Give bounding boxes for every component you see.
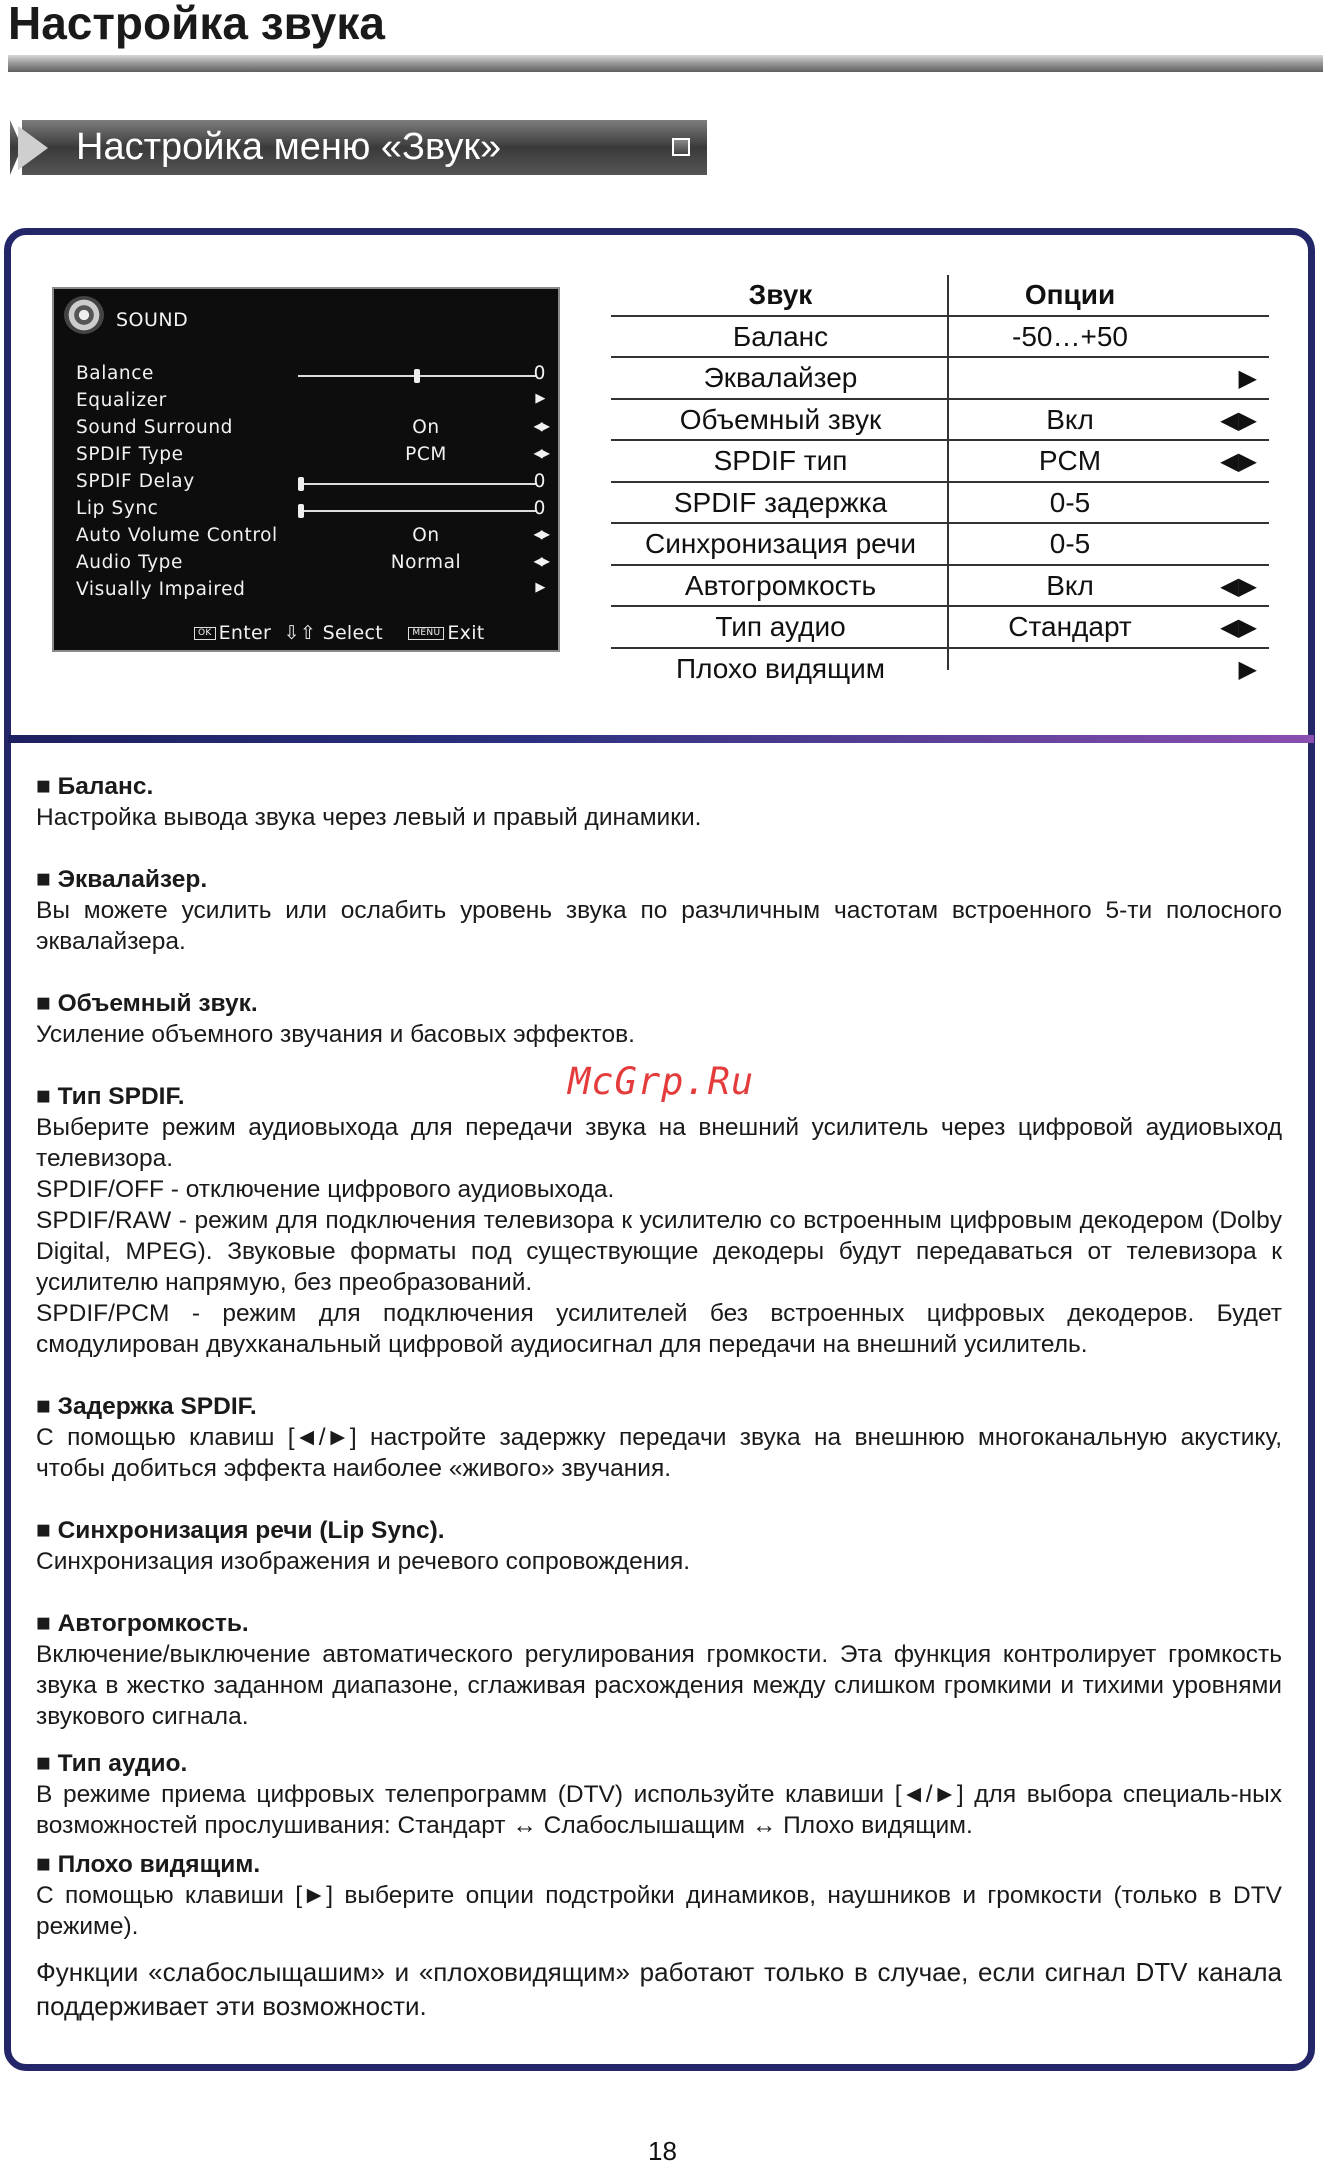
table-row [611, 524, 1269, 566]
balance-slider[interactable] [298, 375, 536, 377]
section-text: Вы можете усилить или ослабить уровень звука по разчличным частотам встроенного 5-ти полосного эквалайзера. [36, 897, 1282, 955]
osd-item-value: PCM [405, 444, 447, 465]
section-surround [36, 988, 1282, 1050]
square-icon [672, 138, 690, 156]
table-row [611, 607, 1269, 649]
section-note [36, 1955, 1282, 2023]
section-audio-type [36, 1748, 1282, 1841]
osd-item-label: SPDIF Type [76, 444, 184, 465]
row-name: Автогромкость [684, 569, 877, 601]
speaker-icon [64, 296, 104, 334]
row-option: Вкл [1046, 403, 1094, 435]
section-text: Усиление объемного звучания и басовых эффектов. [36, 1021, 635, 1048]
slider-knob[interactable] [298, 477, 304, 491]
section-text: С помощью клавиш [◄/►] настройте задержку передачи звука на внешнюю многоканальную акустику, чтобы добиться эффекта наиболее «живого» звучания. [36, 1424, 1282, 1482]
spdif-delay-slider[interactable] [298, 483, 536, 485]
section-text: SPDIF/OFF - отключение цифрового аудиовыхода. [36, 1176, 615, 1203]
section-spdif-type [36, 1081, 1282, 1360]
row-option: PCM [1038, 445, 1102, 476]
section-text: Настройка вывода звука через левый и правый динамики. [36, 804, 702, 831]
section-text: В режиме приема цифровых телепрограмм (DTV) используйте клавиши [◄/►] для выбора специаль-ных возможностей прослушивания: Стандарт ↔ Слабослышащим ↔ Плохо видящим. [36, 1781, 1282, 1839]
osd-item-value: On [412, 417, 440, 438]
section-visually-impaired [36, 1849, 1282, 1942]
arrow-left-right-icon: ◀▶ [533, 554, 548, 568]
section-heading: ■ Баланс. [36, 773, 154, 800]
osd-item-auto-volume[interactable] [76, 525, 556, 552]
row-name: Объемный звук [679, 403, 882, 435]
section-title: Настройка меню «Звук» [76, 126, 502, 168]
row-name: SPDIF задержка [673, 486, 888, 518]
section-text: С помощью клавиши [►] выберите опции подстройки динамиков, наушников и громкости (только в DTV режиме). [36, 1882, 1282, 1940]
section-balance [36, 771, 1282, 833]
table-row [611, 649, 1269, 689]
section-heading: ■ Плохо видящим. [36, 1851, 261, 1878]
table-row [611, 566, 1269, 608]
osd-item-label: SPDIF Delay [76, 471, 195, 492]
osd-item-audio-type[interactable] [76, 552, 556, 579]
section-text: SPDIF/PCM - режим для подключения усилителей без встроенных цифровых декодеров. Будет смодулирован двухканальный цифровой аудиосигнал для передачи на внешний усилитель. [36, 1300, 1282, 1358]
osd-item-label: Auto Volume Control [76, 525, 278, 546]
osd-item-label: Visually Impaired [76, 579, 246, 600]
osd-item-number: 0 [533, 363, 546, 384]
table-row [611, 400, 1269, 442]
section-heading: ■ Автогромкость. [36, 1610, 249, 1637]
table-header [611, 275, 1269, 317]
section-text: Выберите режим аудиовыхода для передачи звука на внешний усилитель через цифровой аудиовыход телевизора. [36, 1114, 1282, 1172]
osd-item-visually-impaired[interactable] [76, 579, 556, 606]
section-equalizer [36, 864, 1282, 957]
section-heading: ■ Синхронизация речи (Lip Sync). [36, 1517, 445, 1544]
section-heading: ■ Тип SPDIF. [36, 1083, 185, 1110]
osd-item-label: Audio Type [76, 552, 183, 573]
osd-footer [194, 622, 485, 644]
row-name: SPDIF тип [713, 445, 848, 476]
osd-item-spdif-delay[interactable] [76, 471, 556, 498]
section-text: Синхронизация изображения и речевого сопровождения. [36, 1548, 691, 1575]
osd-item-number: 0 [533, 471, 546, 492]
row-arrow-icon: ◀▶ [1220, 448, 1257, 475]
row-arrow-icon: ▶ [1238, 365, 1257, 392]
arrow-right-icon: ▶ [535, 580, 546, 595]
section-heading: ■ Тип аудио. [36, 1750, 188, 1777]
table-row [611, 483, 1269, 525]
arrow-left-right-icon: ◀▶ [533, 527, 548, 541]
osd-item-balance[interactable] [76, 363, 556, 390]
row-name: Тип аудио [715, 611, 846, 642]
row-arrow-icon: ◀▶ [1220, 614, 1257, 641]
osd-item-label: Equalizer [76, 390, 167, 411]
slider-knob[interactable] [414, 369, 420, 383]
section-heading: ■ Объемный звук. [36, 990, 258, 1017]
section-lip-sync [36, 1515, 1282, 1577]
osd-item-label: Sound Surround [76, 417, 233, 438]
row-option: Вкл [1046, 569, 1094, 601]
osd-item-label: Balance [76, 363, 154, 384]
options-table [611, 275, 1269, 688]
sound-osd-menu [52, 287, 560, 652]
table-row [611, 358, 1269, 400]
up-down-arrows-icon: ⇩⇧ [283, 622, 317, 644]
row-name: Эквалайзер [703, 362, 858, 393]
section-heading: ■ Эквалайзер. [36, 866, 208, 893]
arrow-right-icon: ▶ [535, 391, 546, 406]
page-number: 18 [648, 2136, 677, 2166]
osd-item-label: Lip Sync [76, 498, 159, 519]
row-name: Баланс [732, 320, 829, 352]
arrow-left-right-icon: ◀▶ [533, 446, 548, 460]
lip-sync-slider[interactable] [298, 510, 536, 512]
page-title: Настройка звука [8, 0, 385, 49]
frame-divider [8, 735, 1314, 743]
row-option: -50…+50 [1012, 320, 1128, 352]
osd-item-spdif-type[interactable] [76, 444, 556, 471]
row-name: Синхронизация речи [644, 528, 917, 559]
osd-item-value: On [412, 525, 440, 546]
section-text: SPDIF/RAW - режим для подключения телевизора к усилителю со встроенным цифровым декодером (Dolby Digital, MPEG). Звуковые форматы под существующие декодеры будут передаваться от телевизора к усилителю напрямую, без преобразований. [36, 1207, 1282, 1296]
section-avc [36, 1608, 1282, 1732]
row-option: Стандарт [1008, 611, 1132, 642]
section-heading: ■ Задержка SPDIF. [36, 1393, 257, 1420]
row-option: 0-5 [1049, 528, 1091, 559]
osd-item-sound-surround[interactable] [76, 417, 556, 444]
row-arrow-icon: ◀▶ [1220, 406, 1257, 434]
osd-item-equalizer[interactable] [76, 390, 556, 417]
osd-title: SOUND [116, 309, 189, 331]
watermark: McGrp.Ru [568, 1060, 755, 1103]
ok-key-icon: OK [194, 627, 216, 640]
note-text: Функции «слабослыщашим» и «плоховидящим» работают только в случае, если сигнал DTV канала поддерживает эти возможности. [36, 1957, 1282, 2021]
osd-item-lip-sync[interactable] [76, 498, 556, 525]
slider-knob[interactable] [298, 504, 304, 518]
row-option: 0-5 [1049, 486, 1091, 518]
osd-item-value: Normal [390, 552, 462, 573]
table-row [611, 441, 1269, 483]
table-row [611, 317, 1269, 359]
arrow-left-right-icon: ◀▶ [533, 419, 548, 433]
select-hint: Select [322, 622, 383, 644]
exit-hint: Exit [447, 622, 485, 644]
section-spdif-delay [36, 1391, 1282, 1484]
header-sound: Звук [748, 279, 813, 310]
chevron-right-icon [18, 126, 48, 170]
row-arrow-icon: ◀▶ [1220, 572, 1257, 600]
enter-hint: Enter [218, 622, 272, 644]
section-text: Включение/выключение автоматического регулирования громкости. Эта функция контролирует громкость звука в жестко заданном диапазоне, сглаживая расхождения между слишком громкими и тихими уровнями звукового сигнала. [36, 1641, 1282, 1730]
row-arrow-icon: ▶ [1238, 655, 1257, 683]
osd-item-number: 0 [533, 498, 546, 519]
row-name: Плохо видящим [675, 652, 885, 684]
header-options: Опции [1024, 279, 1116, 310]
menu-key-icon: MENU [408, 627, 444, 640]
title-rule [8, 55, 1323, 72]
